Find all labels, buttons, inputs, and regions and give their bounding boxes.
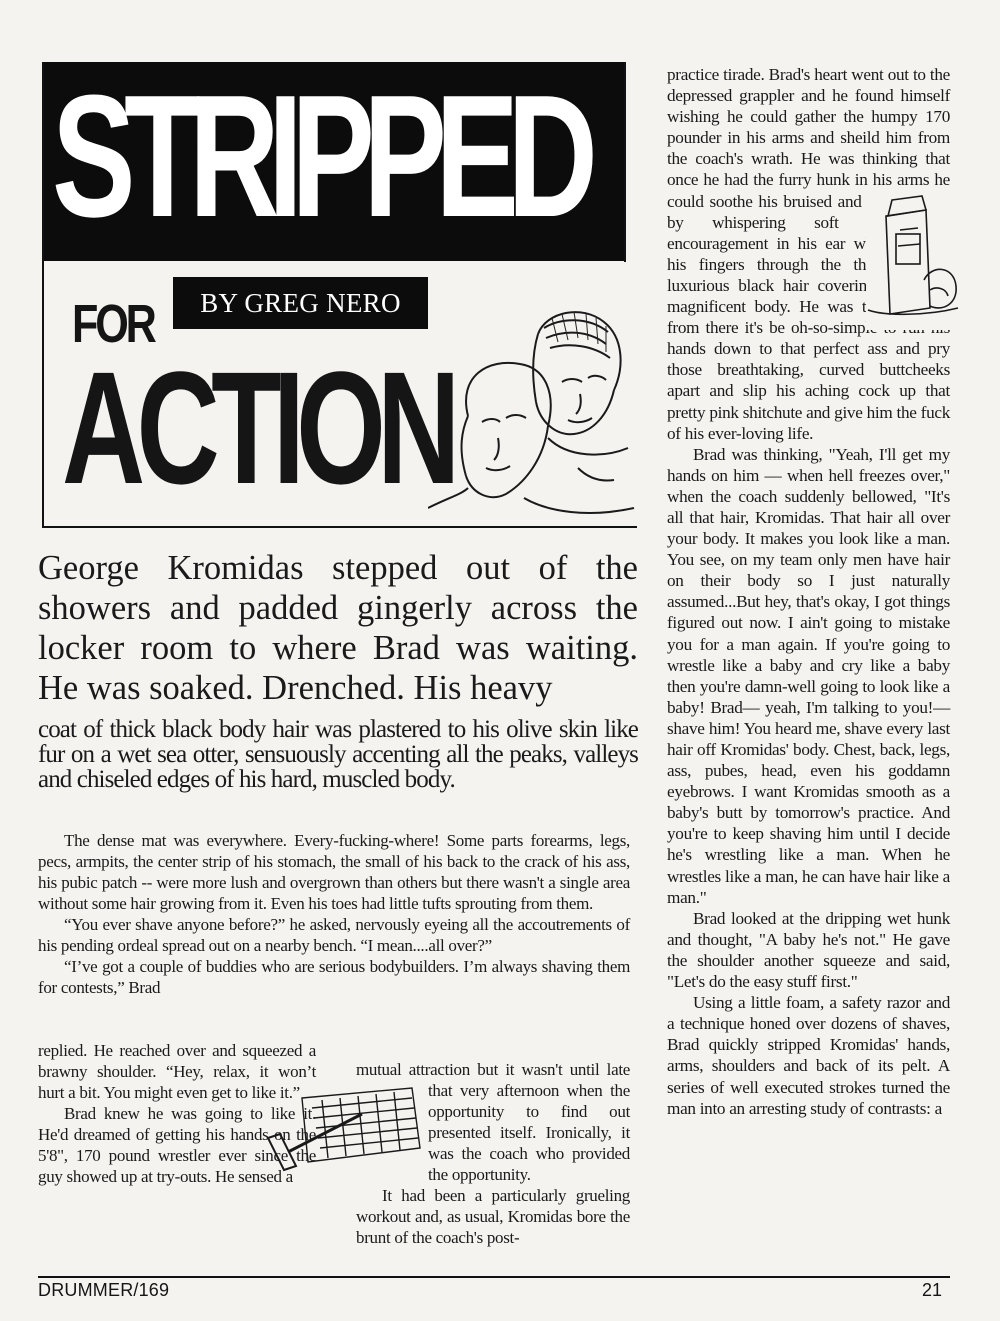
body-paragraphs-wide — [38, 830, 630, 998]
paragraph: The dense mat was everywhere. Every-fucking-where! Some parts forearms, legs, pecs, armpits, the center strip of his stomach, the small of his back to the crack of his ass, his pubic patch -- were more lush and overgrown than others but there wasn't a single area without some hair growing from it. Even his toes had little tufts sprouting from them. — [38, 831, 630, 913]
lede-large-text: George Kromidas stepped out of the showers and padded gingerly across the locker room to where Brad was waiting. He was soaked. Drenched. His heavy — [38, 549, 638, 707]
paragraph: replied. He reached over and squeezed a brawny shoulder. “Hey, relax, it won’t hurt a bit. You might even get to like it.” — [38, 1041, 316, 1102]
footer-rule — [38, 1276, 950, 1278]
paragraph: mutual attraction but it wasn't until late that very afternoon when the opportunity to find out presented itself. Ironically, it was the coach who provided the opportunity. — [356, 1060, 630, 1184]
paragraph: practice tirade. Brad's heart went out to the depressed grappler and he found himself wishing he could gather the humpy 170 pounder in his arms and sheild him from the coach's wrath. He was thinking that once he had the furry hunk in his arms he could soothe his bruised and battered ego by whispering soft words of encouragement in his ear while running his fingers through the thick mat of luxurious black hair covering the stud's magnificent body. He was thinking that from there it's be oh-so-simple to run his hands down to that perfect ass and pry those breathtaking, curved buttcheeks apart and slip his aching cock up that pretty pink shitchute and give him the fuck of his ever-loving life. — [667, 65, 950, 443]
paragraph: Using a little foam, a safety razor and a technique honed over dozens of shaves, Brad quickly stripped Kromidas' hands, arms, shoulders and back of its pelt. A series of well executed strokes turned the man into an arresting study of contrasts: a — [667, 993, 950, 1118]
paragraph: Brad looked at the dripping wet hunk and thought, "A baby he's not." He gave the shoulder another squeeze and said, "Let's do the easy stuff first." — [667, 908, 950, 992]
body-column-middle — [356, 1059, 630, 1248]
shaving-cream-can-illustration — [866, 190, 960, 330]
publication-footer: DRUMMER/169 — [38, 1280, 170, 1300]
title-for: FOR — [72, 294, 154, 354]
paragraph: “You ever shave anyone before?” he asked, nervously eyeing all the accoutrements of his pending ordeal spread out on a nearby bench. “I mean....all over?” — [38, 915, 630, 955]
paragraph: It had been a particularly grueling workout and, as usual, Kromidas bore the brunt of the coach's post- — [356, 1186, 630, 1247]
lede-medium-text: coat of thick black body hair was plastered to his olive skin like fur on a wet sea otter, sensuously accenting all the peaks, valleys and chiseled edges of his hard, muscled body. — [38, 716, 638, 793]
title-frame-left — [42, 62, 44, 528]
wrestlers-illustration — [428, 298, 638, 526]
title-action: ACTION — [62, 338, 452, 517]
paragraph: Brad was thinking, "Yeah, I'll get my hands on him — when hell freezes over," when the coach suddenly bellowed, "It's all that hair, Kromidas. That hair all over your body. It makes you look like a man. You see, on my team only men have hair on their body so I just naturally assumed...But hey, that's okay, I got things figured out now. I ain't going to mistake you for a man again. If you're going to wrestle like a baby and cry like a baby then you're damn-well going to look like a baby! Brad— yeah, I'm talking to you!—shave him! You heard me, shave every last hair off Kromidas' body. Chest, back, legs, ass, pubes, head, even his goddamn eyebrows. I want Kromidas smooth as a baby's butt by tomorrow's practice. And you're to keep shaving him until I decide he's wrestling like a man. When he wrestles like a man, he can have hair like a man." — [667, 444, 950, 907]
title-frame-right — [624, 62, 626, 262]
title-frame-bottom — [42, 526, 637, 528]
paragraph: Brad knew he was going to like it. He'd dreamed of getting his hands on the 5'8", 170 pound wrestler ever since the guy showed up at try-outs. He sensed a — [38, 1104, 316, 1186]
byline: BY GREG NERO — [173, 277, 428, 329]
paragraph: “I’ve got a couple of buddies who are serious bodybuilders. I’m always shaving them for contests,” Brad — [38, 957, 630, 997]
title-stripped: STRIPPED — [52, 62, 587, 253]
page-number: 21 — [922, 1280, 943, 1300]
title-banner — [42, 62, 624, 261]
